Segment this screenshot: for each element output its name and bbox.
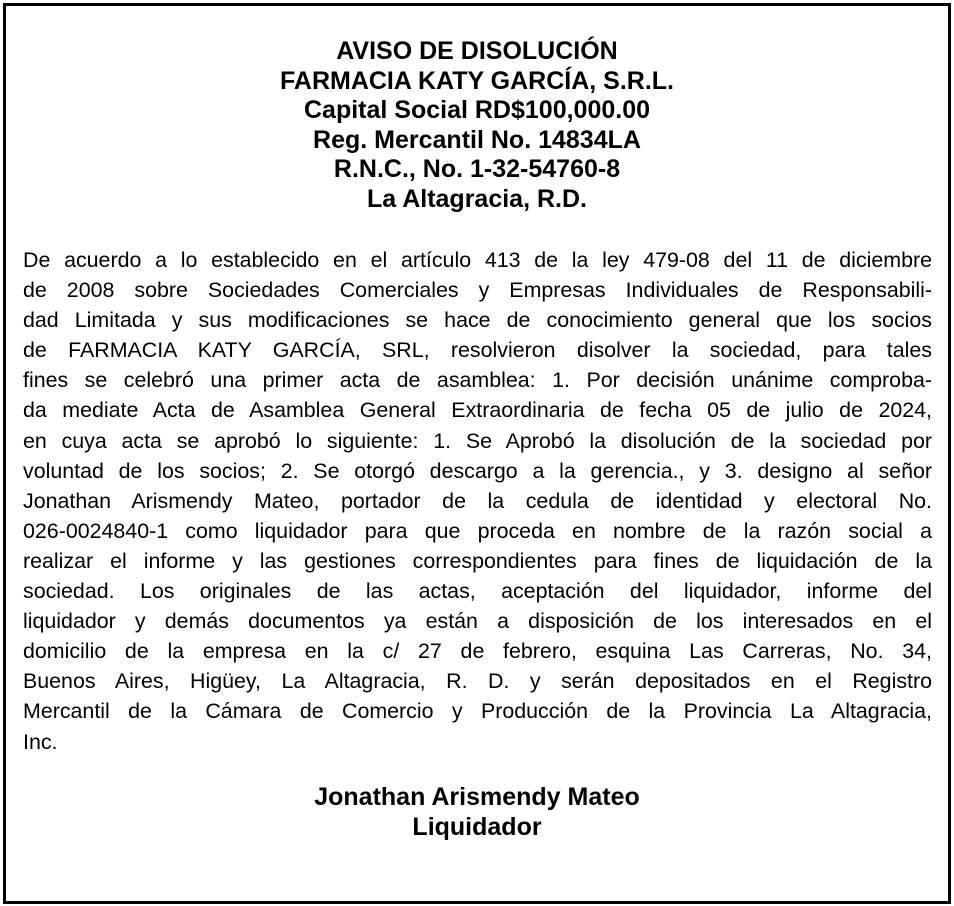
body-line: domicilio de la empresa en la c/ 27 de febrero, esquina Las Carreras, No. 34,: [23, 639, 932, 664]
body-line: dad Limitada y sus modificaciones se hace de conocimiento general que los socios: [23, 308, 932, 333]
body-line: realizar el informe y las gestiones correspondientes para fines de liquidación de la: [23, 548, 932, 573]
body-line: Buenos Aires, Higüey, La Altagracia, R. D. y serán depositados en el Registro: [23, 669, 932, 694]
location: La Altagracia, R.D.: [367, 184, 587, 213]
signatory-name: Jonathan Arismendy Mateo: [314, 783, 640, 811]
capital-social: Capital Social RD$100,000.00: [303, 96, 651, 124]
company-name: FARMACIA KATY GARCÍA, S.R.L.: [280, 66, 674, 95]
body-line: sociedad. Los originales de las actas, aceptación del liquidador, informe del: [23, 579, 932, 604]
notice-body: [23, 245, 932, 757]
body-line: voluntad de los socios; 2. Se otorgó descargo a la gerencia., y 3. designo al señor: [23, 458, 932, 483]
dissolution-notice: [3, 3, 951, 904]
rnc-number: R.N.C., No. 1-32-54760-8: [333, 155, 621, 183]
body-line: de FARMACIA KATY GARCÍA, SRL, resolvieron disolver la sociedad, para tales: [23, 338, 932, 363]
body-line: De acuerdo a lo establecido en el artículo 413 de la ley 479-08 del 11 de diciembre: [23, 248, 932, 272]
notice-title: AVISO DE DISOLUCIÓN: [336, 37, 618, 65]
body-line: en cuya acta se aprobó lo siguiente: 1. Se Aprobó la disolución de la sociedad por: [23, 428, 932, 453]
signatory-role: Liquidador: [412, 813, 542, 841]
body-line: de 2008 sobre Sociedades Comerciales y Empresas Individuales de Responsabili-: [23, 278, 932, 303]
body-line: Inc.: [23, 729, 58, 754]
body-line: liquidador y demás documentos ya están a disposición de los interesados en el: [23, 609, 932, 634]
commercial-registry: Reg. Mercantil No. 14834LA: [313, 125, 641, 154]
body-line: fines se celebró una primer acta de asamblea: 1. Por decisión unánime comproba-: [23, 368, 932, 393]
body-line: Jonathan Arismendy Mateo, portador de la cedula de identidad y electoral No.: [23, 488, 932, 513]
body-line: 026-0024840-1 como liquidador para que proceda en nombre de la razón social a: [23, 518, 932, 543]
notice-header: [6, 37, 948, 214]
body-line: da mediate Acta de Asamblea General Extraordinaria de fecha 05 de julio de 2024,: [23, 398, 932, 423]
signature-block: [6, 782, 948, 842]
body-line: Mercantil de la Cámara de Comercio y Producción de la Provincia La Altagracia,: [23, 699, 932, 724]
